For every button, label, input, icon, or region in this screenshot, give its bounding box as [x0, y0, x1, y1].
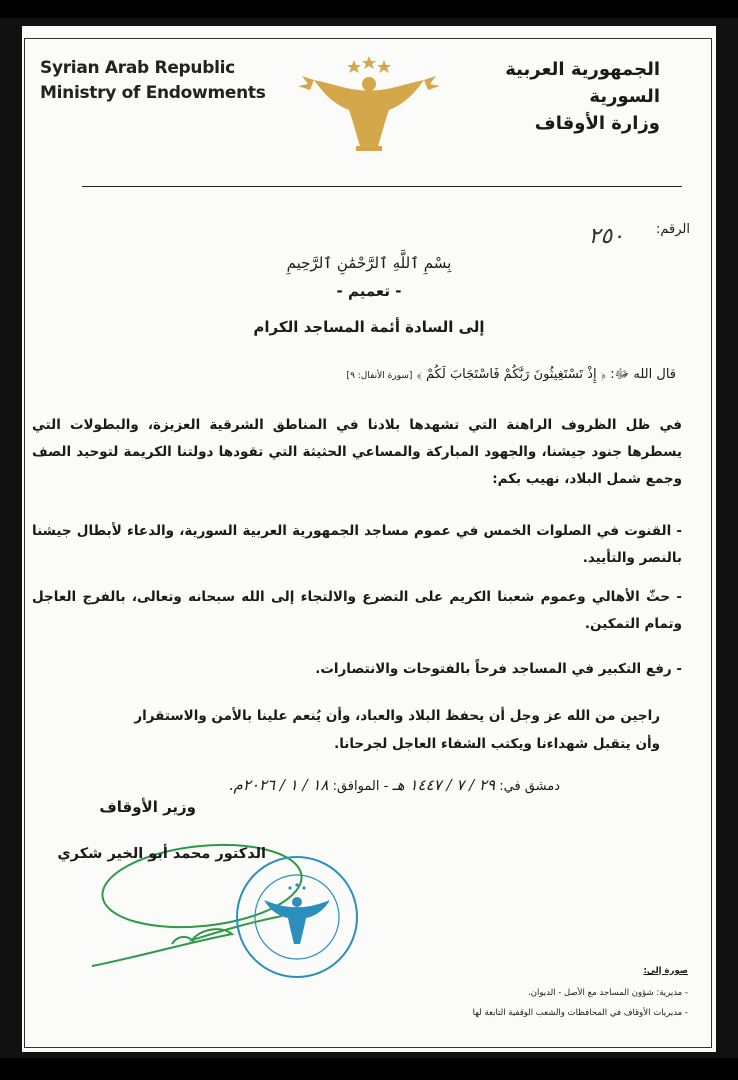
closing-line-1: راجين من الله عز وجل أن يحفظ البلاد والعباد، وأن يُنعم علينا بالأمن والاستقرار [134, 708, 660, 724]
reference-label: الرقم: [656, 222, 690, 237]
bullet-item-2: - حثّ الأهالي وعموم شعبنا الكريم على التضرع والالتجاء إلى الله سبحانه وتعالى، بالفرج العاجل وتمام التمكين. [32, 589, 682, 632]
verse-text: ﴿ إِذْ تَسْتَغِيثُونَ رَبَّكُمْ فَاسْتَجَابَ لَكُمْ ﴾ [416, 367, 607, 382]
signatory-name: الدكتور محمد أبو الخير شكري [57, 846, 266, 862]
date-line [229, 776, 560, 794]
arabic-header [440, 56, 660, 137]
english-ministry: Ministry of Endowments [40, 83, 266, 103]
body-paragraph: في ظل الظروف الراهنة التي تشهدها بلادنا في المناطق الشرقية العزيزة، والبطولات التي يسطرها جنود جيشنا، والجهود المباركة والمساعي الحثيثة التي تقودها دولتنا الكريمة لتوحيد الصف وجمع شمل البلاد، نهيب بكم: [32, 417, 682, 487]
top-black-bar [0, 0, 738, 18]
bullet-item-1: - القنوت في الصلوات الخمس في عموم مساجد الجمهورية العربية السورية، والدعاء لأبطال جيشنا بالنصر والتأييد. [32, 523, 682, 566]
bullet-item-3: - رفع التكبير في المساجد فرحاً بالفتوحات والانتصارات. [315, 661, 682, 677]
signatory-title: وزير الأوقاف [99, 798, 196, 816]
quran-verse [56, 366, 676, 385]
arabic-country: الجمهورية العربية السورية [505, 59, 660, 107]
recipients-line: إلى السادة أئمة المساجد الكرام [253, 318, 485, 336]
hijri-date: ٢٩ / ٧ / ١٤٤٧ هـ [392, 776, 496, 794]
english-country: Syrian Arab Republic [40, 58, 235, 78]
english-header [40, 56, 280, 106]
date-prefix: دمشق في: [499, 779, 560, 794]
basmala: بِسْمِ ٱللَّهِ ٱلرَّحْمَٰنِ ٱلرَّحِيمِ [286, 254, 452, 272]
document-page [22, 26, 716, 1052]
arabic-ministry: وزارة الأوقاف [534, 113, 660, 134]
date-separator: - الموافق: [332, 779, 389, 794]
reference-number: ٢٥٠ [588, 224, 624, 249]
verse-reference: [سورة الأنفال: ٩] [346, 371, 413, 381]
closing-line-2: وأن يتقبل شهداءنا ويكتب الشفاء العاجل لجرحانا. [334, 736, 660, 752]
cc-label: صورة إلى: [643, 966, 688, 976]
header-divider [82, 186, 682, 187]
ministry-stamp-icon [232, 852, 362, 982]
bottom-black-bar [0, 1058, 738, 1080]
gregorian-date: ١٨ / ١ / ٢٠٢٦م. [228, 776, 329, 794]
cc-item-2: - مديريات الأوقاف في المحافظات والشعب الوقفية التابعة لها [472, 1008, 688, 1018]
cc-item-1: - مديرية: شؤون المساجد مع الأصل - الديوان. [528, 988, 688, 998]
closing-prayer [60, 702, 660, 758]
eagle-emblem-icon [294, 54, 444, 154]
verse-intro: قال الله ﷻ: [610, 367, 676, 382]
circular-title: - تعميم - [336, 282, 402, 300]
